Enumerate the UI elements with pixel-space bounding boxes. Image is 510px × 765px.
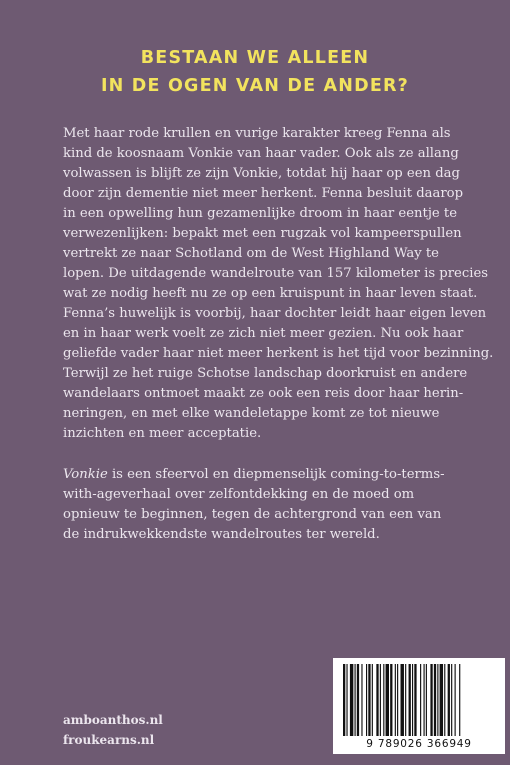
blurb-line: opnieuw te beginnen, tegen de achtergrond van een van [63, 507, 442, 522]
blurb-line: volwassen is blijft ze zijn Vonkie, totdat hij haar op een dag [63, 166, 460, 181]
blurb-line: inzichten en meer acceptatie. [63, 426, 262, 441]
blurb-line: wat ze nodig heeft nu ze op een kruispunt in haar leven staat. [63, 286, 478, 301]
website-author: froukearns.nl [63, 733, 155, 747]
headline [0, 44, 510, 100]
blurb-line: with-ageverhaal over zelfontdekking en de moed om [63, 487, 415, 502]
blurb-paragraph-1 [63, 124, 494, 444]
isbn-barcode [333, 658, 505, 754]
blurb-line: de indrukwekkendste wandelroutes ter wereld. [63, 527, 380, 542]
barcode-bars [343, 664, 495, 738]
book-title-italic: Vonkie [63, 467, 108, 482]
blurb-line: Fenna’s huwelijk is voorbij, haar dochter leidt haar eigen leven [63, 306, 487, 321]
blurb-line: vertrekt ze naar Schotland om de West Highland Way te [63, 246, 439, 261]
blurb-line: wandelaars ontmoet maakt ze ook een reis door haar herin- [63, 386, 464, 401]
blurb-line: verwezenlijken: bepakt met een rugzak vol kampeerspullen [63, 226, 462, 241]
blurb-line: lopen. De uitdagende wandelroute van 157 kilometer is precies [63, 266, 489, 281]
website-publisher: amboanthos.nl [63, 713, 163, 727]
blurb-line [63, 465, 463, 485]
blurb-line: in een opwelling hun gezamenlijke droom in haar eentje te [63, 206, 458, 221]
blurb-line: neringen, en met elke wandeletappe komt ze tot nieuwe [63, 406, 440, 421]
websites [63, 710, 163, 750]
blurb-line: door zijn dementie niet meer herkent. Fenna besluit daarop [63, 186, 464, 201]
blurb-line: en in haar werk voelt ze zich niet meer gezien. Nu ook haar [63, 326, 464, 341]
blurb-line: geliefde vader haar niet meer herkent is het tijd voor bezinning. [63, 346, 494, 361]
blurb-line-rest: is een sfeervol en diepmenselijk coming-to-terms- [107, 467, 445, 482]
isbn-number: 9 789026 366949 [366, 738, 472, 750]
blurb [63, 124, 494, 545]
headline-line-2: IN DE OGEN VAN DE ANDER? [100, 76, 410, 96]
blurb-line: kind de koosnaam Vonkie van haar vader. Ook als ze allang [63, 146, 459, 161]
headline-line-1: BESTAAN WE ALLEEN [140, 48, 370, 68]
blurb-line: Met haar rode krullen en vurige karakter kreeg Fenna als [63, 126, 451, 141]
blurb-paragraph-2 [63, 465, 463, 545]
blurb-line: Terwijl ze het ruige Schotse landschap doorkruist en andere [63, 366, 468, 381]
